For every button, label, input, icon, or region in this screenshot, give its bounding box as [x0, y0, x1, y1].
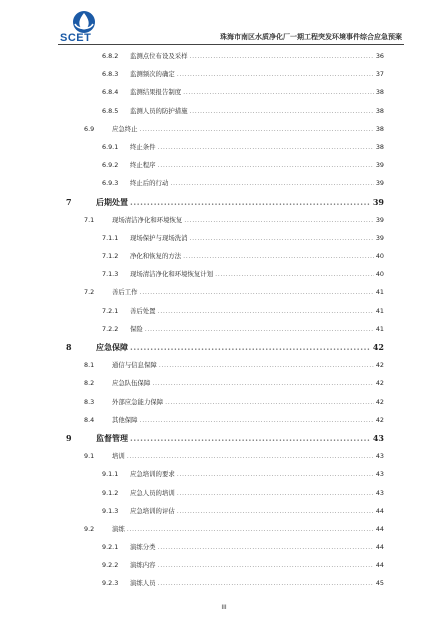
toc-entry-title: 终止程序 [130, 161, 156, 170]
toc-entry[interactable] [54, 489, 384, 507]
toc-entry-page: 43 [372, 432, 384, 443]
toc-entry-title: 应急终止 [112, 124, 138, 133]
toc-entry-page: 40 [375, 270, 384, 279]
toc-entry-number: 6.8.3 [102, 70, 119, 79]
toc-entry-number: 6.9.3 [102, 179, 119, 188]
toc-entry[interactable] [54, 234, 384, 252]
toc-entry-title: 监测频次的确定 [130, 70, 175, 79]
toc-entry-number: 8.1 [84, 361, 95, 370]
toc-entry-page: 41 [375, 306, 384, 315]
toc-dot-leader [158, 579, 374, 587]
toc-entry[interactable] [54, 107, 384, 125]
toc-entry-number: 7 [66, 196, 72, 207]
toc-entry-page: 41 [375, 288, 384, 297]
toc-dot-leader [130, 343, 371, 351]
toc-entry[interactable] [54, 270, 384, 288]
toc-entry-title: 其他保障 [112, 415, 138, 424]
toc-entry-title: 通信与信息保障 [112, 361, 157, 370]
toc-entry-number: 7.1 [84, 215, 95, 224]
toc-dot-leader [140, 288, 374, 296]
toc-entry-number: 9.1.1 [102, 470, 119, 479]
toc-entry[interactable] [54, 143, 384, 161]
toc-entry[interactable] [54, 398, 384, 416]
toc-entry[interactable] [54, 325, 384, 343]
toc-entry[interactable] [54, 434, 384, 452]
header-divider [58, 44, 404, 45]
toc-entry-page: 39 [375, 161, 384, 170]
toc-entry-title: 善后处置 [130, 306, 156, 315]
toc-entry[interactable] [54, 416, 384, 434]
toc-entry-title: 监督管理 [96, 432, 128, 443]
toc-entry-title: 应急人员的培训 [130, 488, 175, 497]
toc-entry-number: 9.2 [84, 524, 95, 533]
toc-dot-leader [159, 361, 374, 369]
toc-entry[interactable] [54, 543, 384, 561]
toc-entry-page: 38 [375, 142, 384, 151]
toc-entry-number: 7.2.1 [102, 306, 119, 315]
toc-entry[interactable] [54, 307, 384, 325]
toc-entry[interactable] [54, 288, 384, 306]
toc-dot-leader [158, 143, 374, 151]
toc-dot-leader [127, 452, 374, 460]
toc-entry-number: 6.8.5 [102, 106, 119, 115]
toc-entry-number: 7.1.1 [102, 233, 119, 242]
toc-entry-title: 现场清洁净化和环境恢复 [112, 215, 183, 224]
toc-entry-number: 9.1.3 [102, 506, 119, 515]
toc-dot-leader [152, 379, 374, 387]
toc-dot-leader [183, 252, 374, 260]
toc-dot-leader [177, 507, 374, 515]
toc-entry[interactable] [54, 252, 384, 270]
toc-dot-leader [130, 198, 371, 206]
toc-entry[interactable] [54, 561, 384, 579]
toc-entry[interactable] [54, 161, 384, 179]
toc-entry-title: 监测人员的防护措施 [130, 106, 188, 115]
toc-entry-page: 39 [375, 215, 384, 224]
toc-dot-leader [130, 434, 371, 442]
toc-entry[interactable] [54, 507, 384, 525]
toc-entry-title: 演练内容 [130, 561, 156, 570]
toc-entry-number: 9.1.2 [102, 488, 119, 497]
toc-entry-page: 44 [375, 506, 384, 515]
toc-entry-number: 9.2.3 [102, 579, 119, 588]
toc-entry-title: 应急保障 [96, 342, 128, 352]
toc-entry-title: 善后工作 [112, 288, 138, 297]
toc-entry-title: 应急培训的要求 [130, 470, 175, 479]
toc-dot-leader [158, 161, 374, 169]
toc-entry-page: 42 [372, 342, 384, 352]
toc-entry-title: 演练 [112, 524, 125, 533]
toc-entry-title: 应急队伍保障 [112, 379, 151, 388]
toc-entry[interactable] [54, 361, 384, 379]
toc-entry-number: 7.2.2 [102, 324, 119, 333]
toc-entry-page: 44 [375, 561, 384, 570]
toc-dot-leader [170, 179, 374, 187]
toc-entry-number: 8 [66, 342, 72, 352]
toc-entry[interactable] [54, 88, 384, 106]
toc-entry[interactable] [54, 216, 384, 234]
toc-entry[interactable] [54, 379, 384, 397]
toc-entry-number: 7.1.3 [102, 270, 119, 279]
toc-entry-page: 41 [375, 324, 384, 333]
toc-entry-number: 9 [66, 432, 72, 443]
toc-dot-leader [158, 307, 374, 315]
toc-entry-number: 7.1.2 [102, 252, 119, 261]
toc-entry[interactable] [54, 52, 384, 70]
toc-entry[interactable] [54, 470, 384, 488]
toc-dot-leader [177, 470, 374, 478]
toc-entry-title: 外部应急能力保障 [112, 397, 164, 406]
toc-dot-leader [177, 70, 374, 78]
toc-entry-page: 39 [375, 179, 384, 188]
toc-entry-page: 38 [375, 106, 384, 115]
toc-dot-leader [184, 216, 374, 224]
toc-entry-page: 39 [372, 196, 384, 207]
toc-entry[interactable] [54, 179, 384, 197]
toc-entry-number: 9.2.1 [102, 543, 119, 552]
toc-entry-page: 37 [375, 70, 384, 79]
toc-entry-title: 净化和恢复的方法 [130, 252, 182, 261]
toc-entry[interactable] [54, 525, 384, 543]
toc-entry-page: 43 [375, 470, 384, 479]
toc-entry-number: 7.2 [84, 288, 95, 297]
logo-wordmark: SCET [60, 32, 92, 44]
toc-entry-title: 保险 [130, 324, 143, 333]
toc-dot-leader [177, 489, 374, 497]
toc-entry-title: 应急培训的评估 [130, 506, 175, 515]
toc-entry-number: 8.4 [84, 415, 95, 424]
toc-entry-number: 9.1 [84, 452, 95, 461]
toc-entry-page: 44 [375, 524, 384, 533]
toc-entry-title: 培训 [112, 452, 125, 461]
toc-dot-leader [140, 125, 374, 133]
toc-entry-page: 42 [375, 361, 384, 370]
toc-entry-page: 43 [375, 452, 384, 461]
toc-entry-number: 8.2 [84, 379, 95, 388]
toc-entry-page: 44 [375, 543, 384, 552]
toc-dot-leader [190, 234, 374, 242]
toc-entry-page: 36 [375, 52, 384, 60]
toc-entry-title: 演练分类 [130, 543, 156, 552]
toc-dot-leader [158, 561, 374, 569]
toc-entry-page: 42 [375, 415, 384, 424]
toc-entry-number: 6.8.4 [102, 88, 119, 97]
toc-entry-page: 40 [375, 252, 384, 261]
toc-dot-leader [158, 543, 374, 551]
toc-entry-page: 45 [375, 579, 384, 588]
toc-entry-title: 后期处置 [96, 196, 128, 207]
toc-entry-title: 终止后的行动 [130, 179, 169, 188]
toc-entry[interactable] [54, 343, 384, 361]
toc-dot-leader [190, 52, 374, 60]
toc-dot-leader [127, 525, 374, 533]
toc-entry[interactable] [54, 70, 384, 88]
toc-dot-leader [145, 325, 374, 333]
toc-dot-leader [215, 270, 374, 278]
toc-entry-title: 现场清洁净化和环境恢复计划 [130, 270, 214, 279]
toc-entry-number: 6.9.2 [102, 161, 119, 170]
toc-dot-leader [190, 107, 374, 115]
toc-entry-title: 终止条件 [130, 142, 156, 151]
toc-entry-number: 9.2.2 [102, 561, 119, 570]
toc-dot-leader [140, 416, 374, 424]
toc-entry-page: 39 [375, 233, 384, 242]
toc-entry-number: 6.8.2 [102, 52, 119, 60]
toc-entry-number: 6.9 [84, 124, 95, 133]
toc-dot-leader [183, 88, 374, 96]
toc-entry-page: 38 [375, 124, 384, 133]
toc-entry-page: 42 [375, 379, 384, 388]
toc-entry-title: 演练人员 [130, 579, 156, 588]
toc-entry-title: 监测结果报告制度 [130, 88, 182, 97]
toc-entry-page: 43 [375, 488, 384, 497]
toc-entry[interactable] [54, 198, 384, 216]
toc-entry-title: 监测点位布设及采样 [130, 52, 188, 60]
toc-dot-leader [165, 398, 374, 406]
page-number: III [221, 604, 227, 611]
table-of-contents [54, 52, 384, 598]
toc-entry-page: 38 [375, 88, 384, 97]
document-header-title: 珠海市南区水质净化厂一期工程突发环境事件综合应急预案 [220, 33, 402, 41]
toc-entry-number: 6.9.1 [102, 142, 119, 151]
toc-entry-number: 8.3 [84, 397, 95, 406]
toc-entry-title: 现场保护与现场洗消 [130, 233, 188, 242]
toc-entry[interactable] [54, 125, 384, 143]
toc-entry-page: 42 [375, 397, 384, 406]
toc-entry[interactable] [54, 579, 384, 597]
toc-entry[interactable] [54, 452, 384, 470]
